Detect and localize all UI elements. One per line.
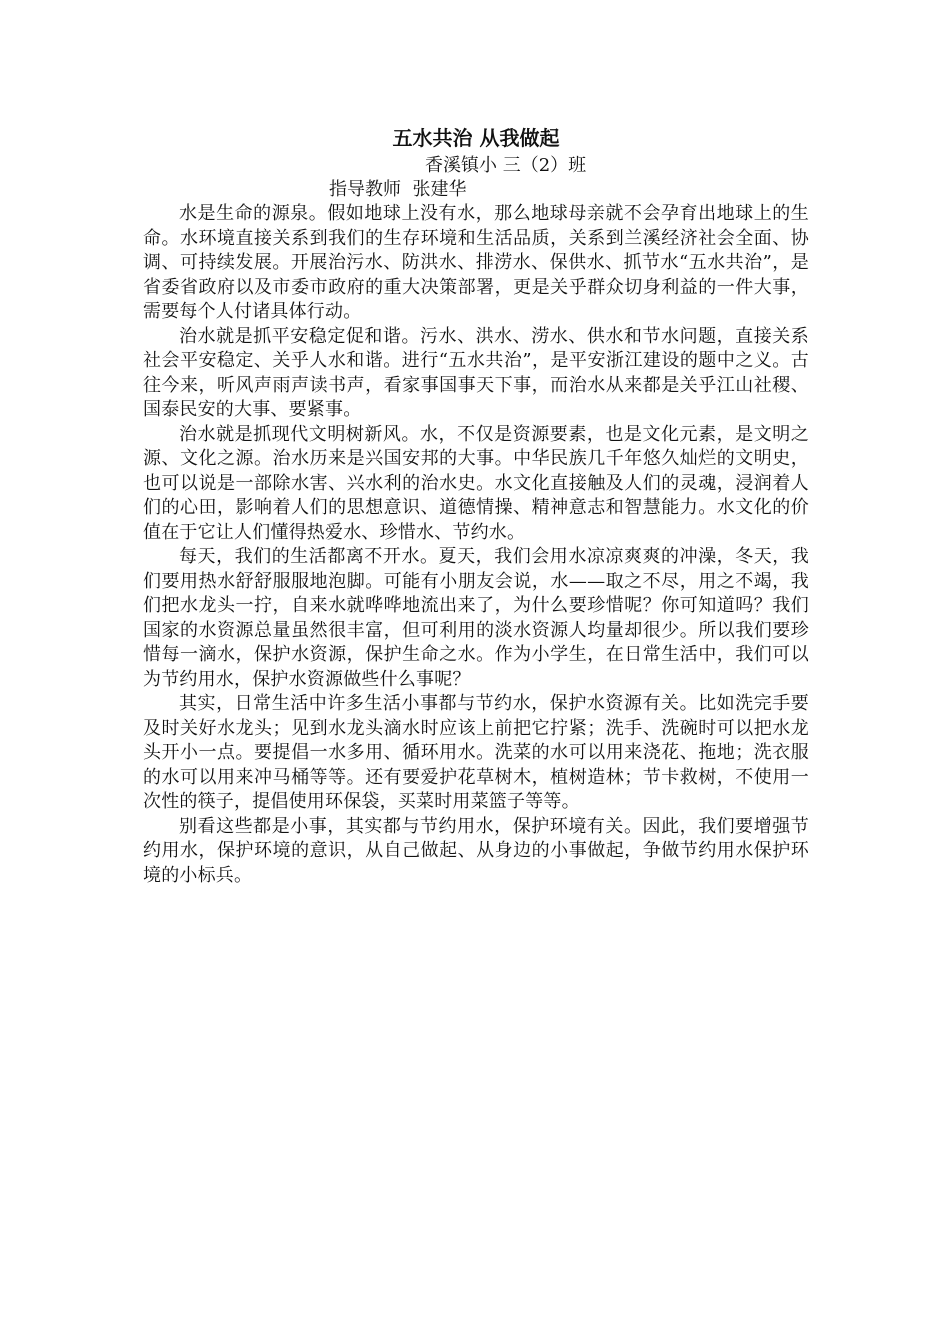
paragraph-4: 每天，我们的生活都离不开水。夏天，我们会用水凉凉爽爽的冲澡，冬天，我们要用热水舒舒服服地泡脚。可能有小朋友会说，水——取之不尽，用之不竭，我们把水龙头一拧，自来水就哗哗地流出来了，为什么要珍惜呢？你可知道吗？我们国家的水资源总量虽然很丰富，但可利用的淡水资源人均量却很少。所以我们要珍惜每一滴水，保护水资源，保护生命之水。作为小学生，在日常生活中，我们可以为节约用水，保护水资源做些什么事呢？	[143, 546, 809, 690]
paragraph-2: 治水就是抓平安稳定促和谐。污水、洪水、涝水、供水和节水问题，直接关系社会平安稳定、关乎人水和谐。进行“五水共治”，是平安浙江建设的题中之义。古往今来，听风声雨声读书声，看家事国事天下事，而治水从来都是关乎江山社稷、国泰民安的大事、要紧事。	[143, 325, 809, 420]
paragraph-1: 水是生命的源泉。假如地球上没有水，那么地球母亲就不会孕育出地球上的生命。水环境直接关系到我们的生存环境和生活品质，关系到兰溪经济社会全面、协调、可持续发展。开展治污水、防洪水、排涝水、保供水、抓节水“五水共治”，是省委省政府以及市委市政府的重大决策部署，更是关乎群众切身利益的一件大事，需要每个人付诸具体行动。	[143, 203, 809, 322]
document-body	[143, 122, 809, 888]
paragraph-6: 别看这些都是小事，其实都与节约用水，保护环境有关。因此，我们要增强节约用水，保护环境的意识，从自己做起、从身边的小事做起，争做节约用水保护环境的小标兵。	[143, 815, 809, 886]
document-title: 五水共治 从我做起	[392, 126, 560, 150]
class-line: 香溪镇小 三（2）班	[425, 155, 587, 176]
teacher-line: 指导教师 张建华	[329, 179, 467, 200]
paragraph-5: 其实，日常生活中许多生活小事都与节约水，保护水资源有关。比如洗完手要及时关好水龙头；见到水龙头滴水时应该上前把它拧紧；洗手、洗碗时可以把水龙头开小一点。要提倡一水多用、循环用水。洗菜的水可以用来浇花、拖地；洗衣服的水可以用来冲马桶等等。还有要爱护花草树木，植树造林；节卡救树，不使用一次性的筷子，提倡使用环保袋，买菜时用菜篮子等等。	[143, 693, 809, 812]
paragraph-3: 治水就是抓现代文明树新风。水，不仅是资源要素，也是文化元素，是文明之源、文化之源。治水历来是兴国安邦的大事。中华民族几千年悠久灿烂的文明史，也可以说是一部除水害、兴水利的治水史。水文化直接触及人们的灵魂，浸润着人们的心田，影响着人们的思想意识、道德情操、精神意志和智慧能力。水文化的价值在于它让人们懂得热爱水、珍惜水、节约水。	[143, 423, 809, 543]
